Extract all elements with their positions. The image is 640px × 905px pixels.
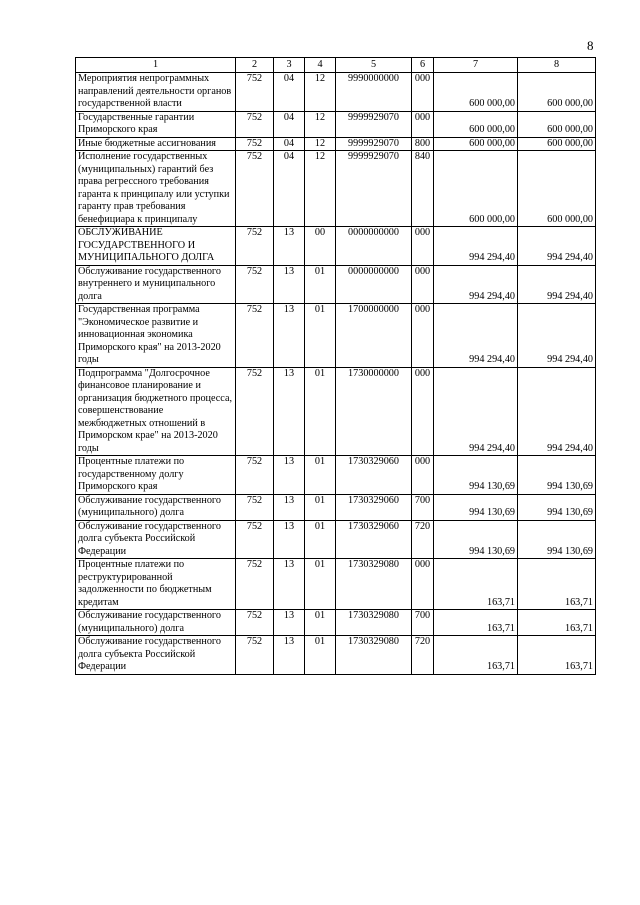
section-code-cell: 04 [274,151,305,227]
subsection-code-cell: 00 [305,227,336,266]
row-name-cell: Обслуживание государственного внутреннего и муниципального долга [76,265,236,304]
amount-year1-cell: 163,71 [434,559,518,610]
amount-year2-cell: 994 294,40 [518,367,596,456]
row-name-cell: Мероприятия непрограммных направлений деятельности органов государственной власти [76,73,236,112]
target-article-cell: 9999929070 [336,111,412,137]
table-row [76,456,596,495]
target-article-cell: 9999929070 [336,137,412,151]
amount-year2-cell: 994 130,69 [518,456,596,495]
target-article-cell: 1700000000 [336,304,412,368]
amount-year2-cell: 994 294,40 [518,304,596,368]
section-code-cell: 04 [274,111,305,137]
amount-year2-cell: 163,71 [518,636,596,675]
target-article-cell: 1730329080 [336,636,412,675]
amount-year2-cell: 600 000,00 [518,137,596,151]
admin-code-cell: 752 [236,137,274,151]
amount-year1-cell: 994 130,69 [434,456,518,495]
target-article-cell: 1730000000 [336,367,412,456]
subsection-code-cell: 01 [305,265,336,304]
subsection-code-cell: 01 [305,367,336,456]
column-header: 8 [518,58,596,73]
row-name-cell: ОБСЛУЖИВАНИЕ ГОСУДАРСТВЕННОГО И МУНИЦИПАЛЬНОГО ДОЛГА [76,227,236,266]
section-code-cell: 13 [274,227,305,266]
expense-type-cell: 700 [412,494,434,520]
target-article-cell: 1730329080 [336,610,412,636]
section-code-cell: 04 [274,137,305,151]
row-name-cell: Исполнение государственных (муниципальных) гарантий без права регрессного требования гаранта к принципалу или уступки гаранту прав требования бенефициара к принципалу [76,151,236,227]
row-name-cell: Процентные платежи по государственному долгу Приморского края [76,456,236,495]
expense-type-cell: 000 [412,227,434,266]
target-article-cell: 1730329080 [336,559,412,610]
target-article-cell: 9990000000 [336,73,412,112]
section-code-cell: 13 [274,520,305,559]
section-code-cell: 13 [274,559,305,610]
table-row [76,520,596,559]
amount-year2-cell: 600 000,00 [518,151,596,227]
expense-type-cell: 000 [412,111,434,137]
table-row [76,636,596,675]
subsection-code-cell: 01 [305,610,336,636]
amount-year2-cell: 163,71 [518,610,596,636]
expense-type-cell: 000 [412,265,434,304]
amount-year2-cell: 994 294,40 [518,227,596,266]
admin-code-cell: 752 [236,610,274,636]
row-name-cell: Обслуживание государственного долга субъекта Российской Федерации [76,636,236,675]
expense-type-cell: 700 [412,610,434,636]
amount-year2-cell: 994 130,69 [518,494,596,520]
table-row [76,559,596,610]
column-header: 2 [236,58,274,73]
admin-code-cell: 752 [236,73,274,112]
expense-type-cell: 000 [412,304,434,368]
table-row [76,367,596,456]
expense-type-cell: 000 [412,367,434,456]
section-code-cell: 13 [274,494,305,520]
row-name-cell: Иные бюджетные ассигнования [76,137,236,151]
amount-year1-cell: 600 000,00 [434,151,518,227]
expense-type-cell: 720 [412,520,434,559]
expense-type-cell: 840 [412,151,434,227]
amount-year1-cell: 600 000,00 [434,137,518,151]
row-name-cell: Государственная программа "Экономическое развитие и инновационная экономика Приморского края" на 2013-2020 годы [76,304,236,368]
section-code-cell: 13 [274,456,305,495]
expense-type-cell: 000 [412,559,434,610]
section-code-cell: 13 [274,265,305,304]
admin-code-cell: 752 [236,151,274,227]
table-body [76,73,596,675]
amount-year1-cell: 994 130,69 [434,494,518,520]
table-row [76,227,596,266]
amount-year1-cell: 994 294,40 [434,265,518,304]
section-code-cell: 13 [274,304,305,368]
amount-year1-cell: 994 294,40 [434,304,518,368]
table-row [76,610,596,636]
budget-table [75,57,596,675]
section-code-cell: 13 [274,367,305,456]
admin-code-cell: 752 [236,227,274,266]
amount-year1-cell: 994 294,40 [434,367,518,456]
admin-code-cell: 752 [236,265,274,304]
table-row [76,137,596,151]
subsection-code-cell: 12 [305,151,336,227]
row-name-cell: Обслуживание государственного (муниципального) долга [76,610,236,636]
admin-code-cell: 752 [236,111,274,137]
table-row [76,304,596,368]
column-header: 6 [412,58,434,73]
subsection-code-cell: 01 [305,520,336,559]
subsection-code-cell: 12 [305,111,336,137]
section-code-cell: 04 [274,73,305,112]
subsection-code-cell: 01 [305,304,336,368]
expense-type-cell: 800 [412,137,434,151]
amount-year1-cell: 994 130,69 [434,520,518,559]
table-row [76,494,596,520]
target-article-cell: 1730329060 [336,520,412,559]
expense-type-cell: 000 [412,456,434,495]
target-article-cell: 9999929070 [336,151,412,227]
header-row [76,58,596,73]
subsection-code-cell: 01 [305,559,336,610]
subsection-code-cell: 12 [305,137,336,151]
amount-year2-cell: 994 294,40 [518,265,596,304]
target-article-cell: 0000000000 [336,227,412,266]
table-row [76,111,596,137]
amount-year2-cell: 600 000,00 [518,111,596,137]
table-row [76,151,596,227]
target-article-cell: 1730329060 [336,494,412,520]
amount-year1-cell: 600 000,00 [434,73,518,112]
table-row [76,265,596,304]
row-name-cell: Подпрограмма "Долгосрочное финансовое планирование и организация бюджетного процесса, совершенствование межбюджетных отношений в Приморском крае" на 2013-2020 годы [76,367,236,456]
subsection-code-cell: 01 [305,494,336,520]
admin-code-cell: 752 [236,367,274,456]
section-code-cell: 13 [274,610,305,636]
admin-code-cell: 752 [236,304,274,368]
column-header: 7 [434,58,518,73]
target-article-cell: 0000000000 [336,265,412,304]
column-header: 4 [305,58,336,73]
subsection-code-cell: 12 [305,73,336,112]
column-header: 5 [336,58,412,73]
column-header: 3 [274,58,305,73]
amount-year1-cell: 163,71 [434,610,518,636]
admin-code-cell: 752 [236,636,274,675]
amount-year1-cell: 163,71 [434,636,518,675]
row-name-cell: Процентные платежи по реструктурированной задолженности по бюджетным кредитам [76,559,236,610]
page-number: 8 [587,38,594,53]
amount-year1-cell: 600 000,00 [434,111,518,137]
admin-code-cell: 752 [236,559,274,610]
amount-year2-cell: 600 000,00 [518,73,596,112]
admin-code-cell: 752 [236,494,274,520]
subsection-code-cell: 01 [305,636,336,675]
amount-year2-cell: 994 130,69 [518,520,596,559]
expense-type-cell: 720 [412,636,434,675]
admin-code-cell: 752 [236,456,274,495]
target-article-cell: 1730329060 [336,456,412,495]
table-row [76,73,596,112]
column-header: 1 [76,58,236,73]
expense-type-cell: 000 [412,73,434,112]
row-name-cell: Обслуживание государственного долга субъекта Российской Федерации [76,520,236,559]
amount-year1-cell: 994 294,40 [434,227,518,266]
row-name-cell: Государственные гарантии Приморского края [76,111,236,137]
subsection-code-cell: 01 [305,456,336,495]
section-code-cell: 13 [274,636,305,675]
admin-code-cell: 752 [236,520,274,559]
amount-year2-cell: 163,71 [518,559,596,610]
row-name-cell: Обслуживание государственного (муниципального) долга [76,494,236,520]
